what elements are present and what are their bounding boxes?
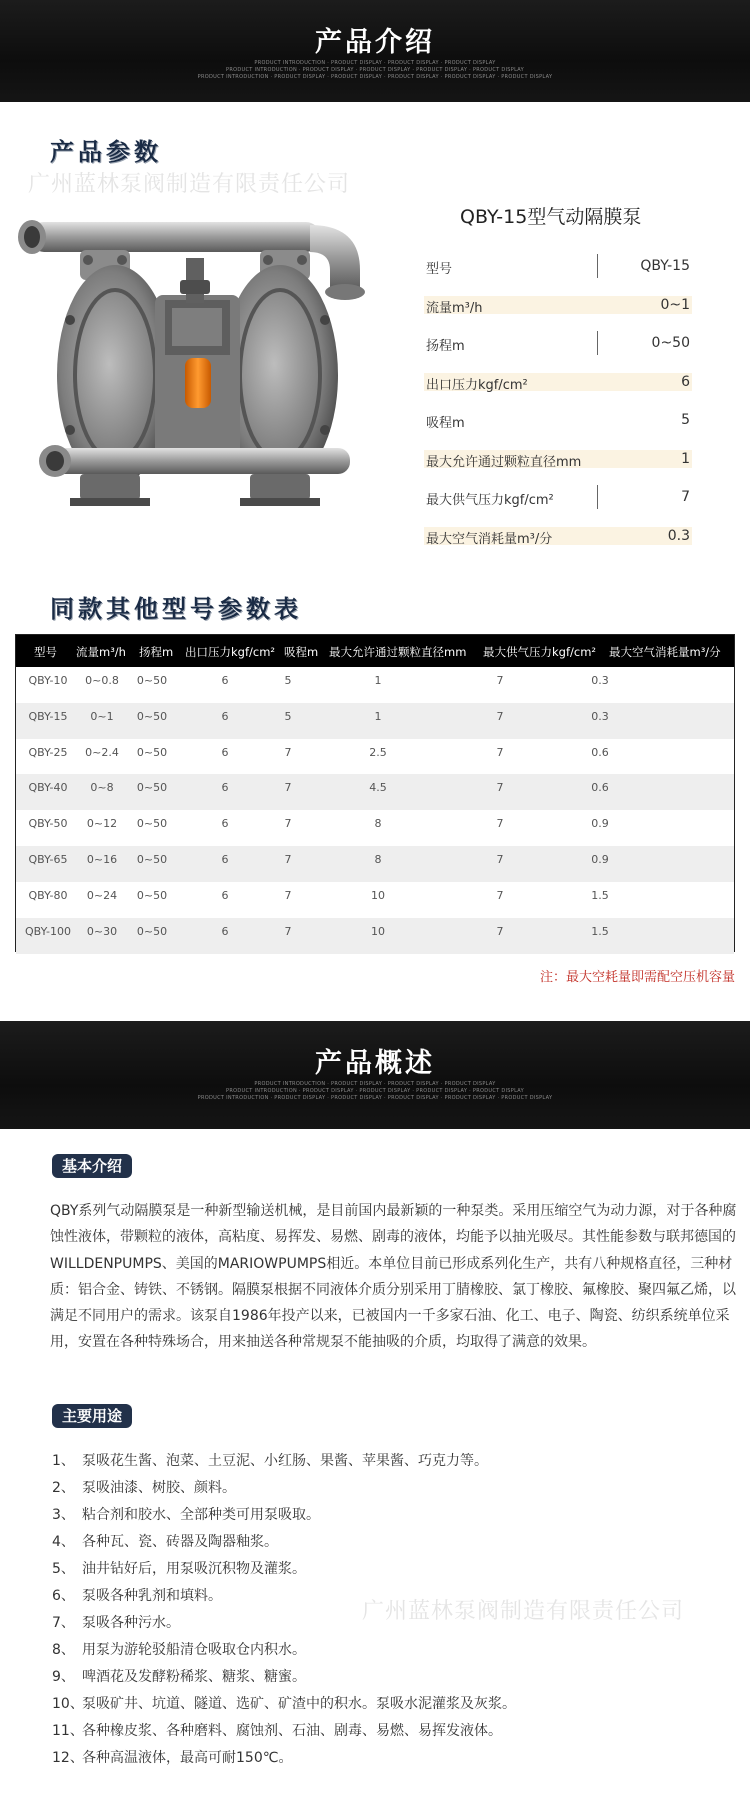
- header-cell: 扬程m: [139, 645, 174, 659]
- header-cell: 最大允许通过颗粒直径mm: [329, 645, 467, 659]
- table-cell: 6: [221, 888, 229, 902]
- table-cell: 7: [496, 709, 504, 723]
- uses-tag: 主要用途: [52, 1404, 132, 1428]
- banner-tagline: PRODUCT INTRODUCTION · PRODUCT DISPLAY · PRODUCT DISPLAY · PRODUCT DISPLAY · PRODUCT DISPLAY: [226, 1088, 524, 1094]
- table-header: [16, 635, 734, 667]
- intro-tag: 基本介绍: [52, 1154, 132, 1178]
- list-item: 9、 啤酒花及发酵粉稀浆、糖浆、糖蜜。: [52, 1669, 306, 1685]
- spec-divider: [597, 485, 598, 509]
- spec-row: [424, 517, 692, 556]
- table-cell: 7: [496, 674, 504, 687]
- list-item: 8、 用泵为游轮驳船清仓吸取仓内积水。: [52, 1642, 306, 1658]
- banner-tagline: PRODUCT INTRODUCTION · PRODUCT DISPLAY · PRODUCT DISPLAY · PRODUCT DISPLAY: [254, 60, 496, 66]
- table-cell: 10: [371, 924, 385, 938]
- spec-row: [424, 286, 692, 325]
- list-item: 11、各种橡皮浆、各种磨料、腐蚀剂、石油、剧毒、易燃、易挥发液体。: [52, 1723, 502, 1739]
- table-cell: 0~50: [136, 853, 168, 866]
- spec-row: [424, 478, 692, 517]
- company-watermark: 广州蓝林泵阀制造有限责任公司: [362, 1599, 685, 1624]
- table-row: [16, 846, 734, 882]
- table-cell: 0~50: [136, 709, 168, 723]
- table-row: [16, 703, 734, 739]
- banner-title: 产品概述: [315, 1048, 435, 1079]
- spec-value: 6: [681, 373, 690, 390]
- table-row: [16, 810, 734, 846]
- table-cell: 7: [496, 924, 504, 938]
- table-cell: QBY-25: [28, 745, 68, 759]
- table-cell: 1.5: [591, 924, 609, 938]
- table-cell: 0~0.8: [85, 674, 119, 687]
- spec-table: [424, 247, 692, 555]
- header-cell: 最大空气消耗量m³/分: [609, 645, 721, 659]
- models-heading: 同款其他型号参数表: [50, 594, 302, 623]
- pump-illustration: [10, 200, 390, 520]
- header-cell: 出口压力kgf/cm²: [185, 645, 276, 659]
- table-row: [16, 918, 734, 954]
- table-cell: 2.5: [369, 745, 387, 759]
- product-intro-banner: [0, 0, 750, 102]
- table-cell: 0~12: [86, 817, 118, 831]
- list-item: 1、 泵吸花生酱、泡菜、土豆泥、小红肠、果酱、苹果酱、巧克力等。: [52, 1453, 488, 1469]
- spec-row: [424, 363, 692, 402]
- table-cell: 7: [284, 781, 292, 795]
- table-cell: 7: [284, 745, 292, 759]
- table-cell: 7: [496, 888, 504, 902]
- table-cell: 0.9: [591, 853, 609, 866]
- table-cell: 6: [221, 817, 229, 831]
- list-item: 2、 泵吸油漆、树胶、颜料。: [52, 1480, 236, 1496]
- spec-row: [424, 440, 692, 479]
- table-cell: 0.6: [591, 745, 609, 759]
- header-cell: 最大供气压力kgf/cm²: [483, 645, 597, 659]
- table-cell: 0~50: [136, 781, 168, 795]
- product-overview-banner: [0, 1021, 750, 1129]
- table-cell: 0~50: [136, 745, 168, 759]
- table-cell: 0~8: [90, 781, 114, 795]
- table-cell: 5: [284, 709, 292, 723]
- table-cell: 10: [371, 888, 385, 902]
- banner-tagline: PRODUCT INTRODUCTION · PRODUCT DISPLAY · PRODUCT DISPLAY · PRODUCT DISPLAY · PRODUCT DISPLAY · PRODUCT DISPLAY: [197, 74, 553, 80]
- table-cell: 0~24: [86, 888, 118, 902]
- table-row: [16, 882, 734, 918]
- spec-row: [424, 324, 692, 363]
- spec-row: [424, 401, 692, 440]
- spec-label: 流量m³/h: [426, 300, 483, 316]
- table-cell: 5: [284, 674, 292, 687]
- spec-value: 0~50: [651, 335, 690, 351]
- table-cell: 1.5: [591, 888, 609, 902]
- header-cell: 型号: [34, 645, 57, 659]
- table-cell: QBY-10: [28, 674, 68, 687]
- intro-paragraph: QBY系列气动隔膜泵是一种新型输送机械，是目前国内最新颖的一种泵类。采用压缩空气为动力源，对于各种腐蚀性液体，带颗粒的液体，高粘度、易挥发、易燃、剧毒的液体，均能予以抽光吸尽。其性能参数与联邦德国的WILLDENPUMPS、美国的MARIOWPUMPS相近。本单位目前已形成系列化生产，共有八种规格直径，三种材质：铝合金、铸铁、不锈钢。隔膜泵根据不同液体介质分别采用丁腈橡胶、氯丁橡胶、氟橡胶、聚四氟乙烯，以满足不同用户的需求。该泵自1986年投产以来，已被国内一千多家石油、化工、电子、陶瓷、纺织系统单位采用，安置在各种特殊场合，用来抽送各种常规泵不能抽吸的介质，均取得了满意的效果。: [50, 1203, 737, 1351]
- models-table: [15, 634, 735, 952]
- list-item: 12、各种高温液体，最高可耐150℃。: [52, 1750, 293, 1766]
- spec-value: 0~1: [660, 296, 690, 313]
- table-cell: 7: [496, 781, 504, 795]
- table-cell: 6: [221, 709, 229, 723]
- table-cell: 8: [374, 817, 382, 831]
- list-item: 6、 泵吸各种乳剂和填料。: [52, 1588, 222, 1604]
- banner-tagline: PRODUCT INTRODUCTION · PRODUCT DISPLAY · PRODUCT DISPLAY · PRODUCT DISPLAY: [254, 1081, 496, 1087]
- table-cell: 0~1: [90, 709, 114, 723]
- banner-tagline: PRODUCT INTRODUCTION · PRODUCT DISPLAY · PRODUCT DISPLAY · PRODUCT DISPLAY · PRODUCT DISPLAY · PRODUCT DISPLAY: [197, 1095, 553, 1101]
- table-cell: 0~50: [136, 817, 168, 831]
- spec-label: 吸程m: [426, 416, 465, 431]
- company-watermark: 广州蓝林泵阀制造有限责任公司: [28, 172, 351, 197]
- spec-label: 扬程m: [426, 339, 465, 354]
- table-cell: 0~16: [86, 853, 118, 866]
- table-cell: 6: [221, 924, 229, 938]
- spec-title: QBY-15型气动隔膜泵: [460, 206, 642, 228]
- spec-label: 最大允许通过颗粒直径mm: [426, 454, 582, 470]
- table-cell: 0.9: [591, 817, 609, 831]
- spec-row: [424, 247, 692, 286]
- table-cell: QBY-100: [25, 924, 71, 938]
- spec-value: 1: [681, 450, 690, 467]
- table-cell: QBY-80: [28, 888, 68, 902]
- table-row: [16, 667, 734, 703]
- table-cell: 6: [221, 674, 229, 687]
- capacity-note: 注：最大空耗量即需配空压机容量: [539, 970, 735, 985]
- table-cell: 0~50: [136, 888, 168, 902]
- spec-label: 最大供气压力kgf/cm²: [426, 493, 554, 508]
- table-cell: QBY-65: [28, 853, 68, 866]
- table-cell: 7: [496, 817, 504, 831]
- params-heading: 产品参数: [50, 137, 162, 166]
- table-cell: 7: [284, 924, 292, 938]
- table-cell: QBY-50: [28, 817, 68, 831]
- table-cell: 8: [374, 853, 382, 866]
- spec-divider: [597, 254, 598, 278]
- table-row: [16, 774, 734, 810]
- spec-label: 型号: [426, 262, 453, 277]
- table-cell: 0~30: [86, 924, 118, 938]
- table-cell: 0.3: [591, 674, 609, 687]
- list-item: 5、 油井钻好后，用泵吸沉积物及灌浆。: [52, 1561, 306, 1577]
- banner-title: 产品介绍: [315, 27, 435, 58]
- table-cell: 6: [221, 853, 229, 866]
- table-cell: 0~50: [136, 674, 168, 687]
- table-cell: 0.3: [591, 709, 609, 723]
- spec-value: 7: [681, 489, 690, 505]
- table-cell: 1: [374, 709, 382, 723]
- table-cell: 6: [221, 781, 229, 795]
- table-cell: 0~50: [136, 924, 168, 938]
- table-cell: 1: [374, 674, 382, 687]
- spec-label: 最大空气消耗量m³/分: [426, 531, 553, 547]
- table-cell: 0.6: [591, 781, 609, 795]
- table-cell: QBY-40: [28, 781, 68, 795]
- table-cell: 7: [284, 888, 292, 902]
- list-item: 7、 泵吸各种污水。: [52, 1615, 180, 1631]
- table-cell: 7: [496, 745, 504, 759]
- list-item: 3、 粘合剂和胶水、全部种类可用泵吸取。: [52, 1507, 320, 1523]
- banner-tagline: PRODUCT INTRODUCTION · PRODUCT DISPLAY · PRODUCT DISPLAY · PRODUCT DISPLAY · PRODUCT DISPLAY: [226, 67, 524, 73]
- table-cell: 7: [284, 817, 292, 831]
- table-cell: 7: [284, 853, 292, 866]
- list-item: 4、 各种瓦、瓷、砖器及陶器釉浆。: [52, 1534, 278, 1550]
- spec-value: QBY-15: [640, 258, 690, 274]
- spec-value: 5: [681, 412, 690, 428]
- header-cell: 吸程m: [284, 645, 319, 659]
- header-cell: 流量m³/h: [76, 645, 126, 659]
- spec-label: 出口压力kgf/cm²: [426, 377, 528, 393]
- list-item: 10、泵吸矿井、坑道、隧道、选矿、矿渣中的积水。泵吸水泥灌浆及灰浆。: [52, 1696, 516, 1712]
- table-cell: QBY-15: [28, 709, 68, 723]
- table-cell: 7: [496, 853, 504, 866]
- spec-value: 0.3: [667, 527, 690, 544]
- table-cell: 6: [221, 745, 229, 759]
- table-cell: 4.5: [369, 781, 387, 795]
- table-row: [16, 739, 734, 775]
- spec-divider: [597, 331, 598, 355]
- table-cell: 0~2.4: [85, 745, 119, 759]
